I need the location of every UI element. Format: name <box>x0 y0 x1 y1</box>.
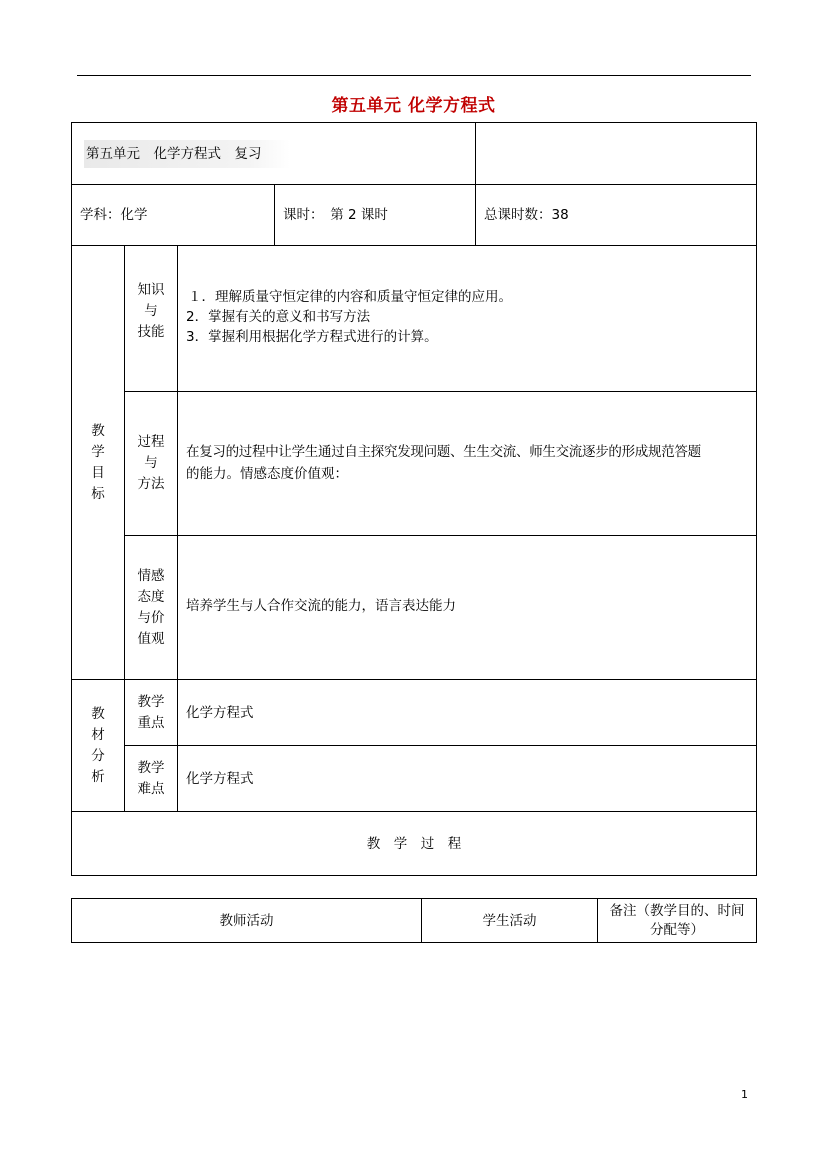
key-points-label: 教学 重点 <box>137 693 165 731</box>
goals-group-label: 教 学 目 标 <box>91 422 105 502</box>
subject-cell <box>72 185 274 245</box>
knowledge-skills-content <box>178 246 756 391</box>
content-line: 的能力。情感态度价值观： <box>186 466 348 482</box>
content-line: 2．掌握有关的意义和书写方法 <box>186 309 371 325</box>
key-points-content: 化学方程式 <box>186 704 254 721</box>
lesson-header-text: 第五单元 化学方程式 复习 <box>84 140 290 168</box>
student-activity-header: 学生活动 <box>482 912 537 929</box>
attitude-values-label: 情感 态度 与价 值观 <box>137 567 165 647</box>
difficult-points-content: 化学方程式 <box>186 770 254 787</box>
process-method-label: 过程 与 方法 <box>137 434 165 492</box>
page-number: 1 <box>741 1088 748 1101</box>
difficult-points-label: 教学 难点 <box>137 759 165 797</box>
content-line: 在复习的过程中让学生通过自主探究发现问题、生生交流、师生交流逐步的形成规范答题 <box>186 444 701 460</box>
page-title: 第五单元 化学方程式 <box>331 96 496 116</box>
subject-text: 学科：化学 <box>80 207 148 223</box>
lesson-header-cell <box>72 123 475 184</box>
teacher-activity-header: 教师活动 <box>219 912 274 929</box>
analysis-group-label: 教 材 分 析 <box>91 705 105 785</box>
content-line: １．理解质量守恒定律的内容和质量守恒定律的应用。 <box>188 289 512 305</box>
header-empty-cell <box>476 123 756 184</box>
content-line: 3．掌握利用根据化学方程式进行的计算。 <box>186 329 438 345</box>
top-rule <box>77 75 751 76</box>
attitude-values-content <box>178 536 756 679</box>
process-method-content <box>178 392 756 535</box>
knowledge-skills-label: 知识 与 技能 <box>137 282 165 340</box>
period-text: 课时： 第 2 课时 <box>283 207 388 223</box>
period-cell <box>275 185 475 245</box>
notes-header: 备注（教学目的、时间 分配等） <box>609 902 745 938</box>
content-line: 培养学生与人合作交流的能力，语言表达能力 <box>186 598 456 614</box>
teaching-process-heading: 教 学 过 程 <box>366 835 462 852</box>
total-periods-cell <box>476 185 756 245</box>
total-periods-text: 总课时数：38 <box>484 207 569 223</box>
